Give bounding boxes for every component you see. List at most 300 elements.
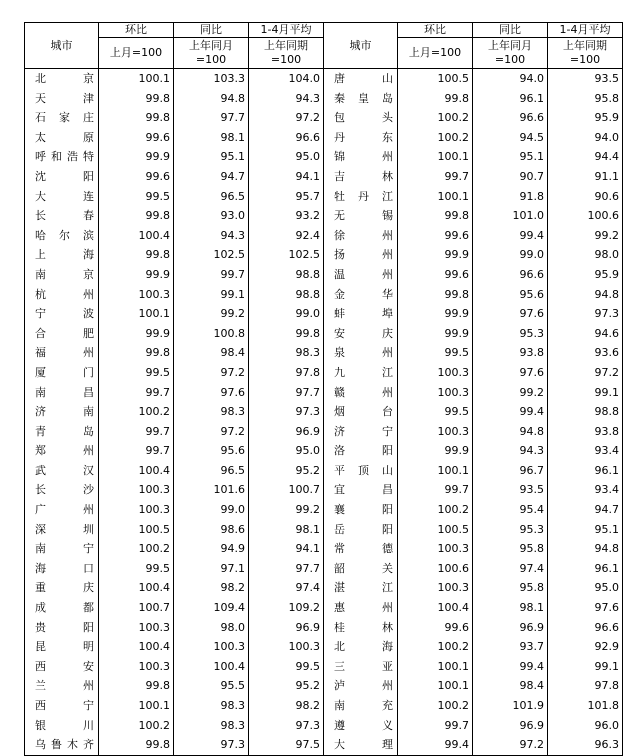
right-yoy-cell: 90.7 <box>473 167 548 187</box>
right-avg-cell: 99.1 <box>548 657 623 677</box>
left-city-cell: 济 南 <box>25 402 99 422</box>
right-city-cell: 惠 州 <box>324 598 398 618</box>
yoy-header-right: 同比 <box>473 23 548 38</box>
right-avg-cell: 98.8 <box>548 402 623 422</box>
left-yoy-cell: 98.4 <box>174 343 249 363</box>
right-city-cell: 湛 江 <box>324 578 398 598</box>
left-avg-cell: 95.0 <box>249 147 324 167</box>
right-mom-cell: 99.9 <box>398 245 473 265</box>
mom-header-right: 环比 <box>398 23 473 38</box>
left-yoy-cell: 95.6 <box>174 441 249 461</box>
left-mom-cell: 100.4 <box>99 637 174 657</box>
left-city-cell: 海 口 <box>25 559 99 579</box>
left-mom-cell: 100.1 <box>99 696 174 716</box>
left-mom-cell: 99.5 <box>99 559 174 579</box>
left-city-cell: 南 京 <box>25 265 99 285</box>
mom-header-left: 环比 <box>99 23 174 38</box>
left-yoy-cell: 95.1 <box>174 147 249 167</box>
left-mom-cell: 100.3 <box>99 500 174 520</box>
left-city-cell: 西 宁 <box>25 696 99 716</box>
table-row <box>25 108 623 128</box>
left-avg-cell: 100.7 <box>249 480 324 500</box>
right-avg-cell: 94.0 <box>548 128 623 148</box>
table-row <box>25 69 623 89</box>
table-row <box>25 716 623 736</box>
right-yoy-cell: 94.3 <box>473 441 548 461</box>
left-mom-cell: 99.9 <box>99 265 174 285</box>
right-city-cell: 韶 关 <box>324 559 398 579</box>
right-yoy-cell: 96.1 <box>473 89 548 109</box>
table-row <box>25 618 623 638</box>
right-yoy-cell: 98.1 <box>473 598 548 618</box>
left-city-cell: 福 州 <box>25 343 99 363</box>
right-mom-cell: 100.1 <box>398 657 473 677</box>
left-mom-cell: 99.8 <box>99 343 174 363</box>
right-mom-cell: 99.8 <box>398 89 473 109</box>
right-yoy-cell: 93.5 <box>473 480 548 500</box>
left-avg-cell: 94.1 <box>249 167 324 187</box>
right-mom-cell: 99.9 <box>398 304 473 324</box>
right-yoy-cell: 95.6 <box>473 285 548 305</box>
right-city-cell: 安 庆 <box>324 324 398 344</box>
left-city-cell: 合 肥 <box>25 324 99 344</box>
right-city-cell: 桂 林 <box>324 618 398 638</box>
right-avg-cell: 96.3 <box>548 735 623 755</box>
right-city-cell: 包 头 <box>324 108 398 128</box>
right-avg-cell: 95.8 <box>548 89 623 109</box>
right-yoy-cell: 93.7 <box>473 637 548 657</box>
table-row <box>25 539 623 559</box>
left-city-cell: 昆 明 <box>25 637 99 657</box>
right-city-cell: 牡丹江 <box>324 187 398 207</box>
left-mom-cell: 99.7 <box>99 383 174 403</box>
left-mom-cell: 99.8 <box>99 735 174 755</box>
left-avg-cell: 97.2 <box>249 108 324 128</box>
right-yoy-cell: 96.6 <box>473 265 548 285</box>
left-city-cell: 贵 阳 <box>25 618 99 638</box>
left-avg-cell: 96.6 <box>249 128 324 148</box>
left-mom-cell: 100.2 <box>99 402 174 422</box>
left-yoy-cell: 99.7 <box>174 265 249 285</box>
right-mom-cell: 99.6 <box>398 618 473 638</box>
right-yoy-cell: 95.3 <box>473 520 548 540</box>
left-avg-cell: 99.8 <box>249 324 324 344</box>
table-row <box>25 676 623 696</box>
left-yoy-cell: 97.1 <box>174 559 249 579</box>
table-row <box>25 500 623 520</box>
left-avg-cell: 95.2 <box>249 461 324 481</box>
right-city-cell: 徐 州 <box>324 226 398 246</box>
table-row <box>25 285 623 305</box>
left-city-cell: 南 昌 <box>25 383 99 403</box>
right-avg-cell: 98.0 <box>548 245 623 265</box>
right-city-cell: 扬 州 <box>324 245 398 265</box>
left-yoy-cell: 98.3 <box>174 402 249 422</box>
left-mom-cell: 100.3 <box>99 285 174 305</box>
left-avg-cell: 98.1 <box>249 520 324 540</box>
left-city-cell: 沈 阳 <box>25 167 99 187</box>
left-yoy-cell: 95.5 <box>174 676 249 696</box>
yoy-header-left: 同比 <box>174 23 249 38</box>
table-body <box>25 69 623 756</box>
right-yoy-cell: 96.9 <box>473 716 548 736</box>
left-mom-cell: 100.4 <box>99 461 174 481</box>
left-avg-cell: 98.8 <box>249 285 324 305</box>
left-yoy-cell: 94.9 <box>174 539 249 559</box>
left-avg-cell: 98.8 <box>249 265 324 285</box>
left-yoy-cell: 100.4 <box>174 657 249 677</box>
right-city-cell: 泸 州 <box>324 676 398 696</box>
table-row <box>25 696 623 716</box>
left-mom-cell: 100.1 <box>99 304 174 324</box>
city-header-left: 城市 <box>25 23 99 69</box>
left-city-cell: 宁 波 <box>25 304 99 324</box>
right-yoy-cell: 95.3 <box>473 324 548 344</box>
right-mom-cell: 100.1 <box>398 676 473 696</box>
left-yoy-cell: 109.4 <box>174 598 249 618</box>
left-avg-cell: 97.4 <box>249 578 324 598</box>
right-city-cell: 温 州 <box>324 265 398 285</box>
right-avg-cell: 94.4 <box>548 147 623 167</box>
right-yoy-cell: 96.6 <box>473 108 548 128</box>
left-city-cell: 长 沙 <box>25 480 99 500</box>
right-avg-cell: 97.8 <box>548 676 623 696</box>
right-avg-cell: 96.0 <box>548 716 623 736</box>
right-mom-cell: 100.2 <box>398 128 473 148</box>
right-avg-cell: 94.8 <box>548 539 623 559</box>
avg-base-left: 上年同期=100 <box>249 38 324 69</box>
table-row <box>25 324 623 344</box>
price-index-table <box>24 22 623 756</box>
right-city-cell: 无 锡 <box>324 206 398 226</box>
right-mom-cell: 99.7 <box>398 480 473 500</box>
right-avg-cell: 95.0 <box>548 578 623 598</box>
mom-base-left: 上月=100 <box>99 38 174 69</box>
left-yoy-cell: 94.3 <box>174 226 249 246</box>
left-yoy-cell: 93.0 <box>174 206 249 226</box>
table-row <box>25 402 623 422</box>
left-mom-cell: 99.7 <box>99 422 174 442</box>
right-yoy-cell: 101.9 <box>473 696 548 716</box>
right-yoy-cell: 99.4 <box>473 402 548 422</box>
left-city-cell: 哈尔滨 <box>25 226 99 246</box>
left-yoy-cell: 98.0 <box>174 618 249 638</box>
left-mom-cell: 100.4 <box>99 226 174 246</box>
right-avg-cell: 93.5 <box>548 69 623 89</box>
avg-header-right: 1-4月平均 <box>548 23 623 38</box>
left-city-cell: 太 原 <box>25 128 99 148</box>
left-mom-cell: 100.3 <box>99 618 174 638</box>
left-city-cell: 南 宁 <box>25 539 99 559</box>
left-avg-cell: 96.9 <box>249 422 324 442</box>
left-avg-cell: 94.3 <box>249 89 324 109</box>
left-yoy-cell: 102.5 <box>174 245 249 265</box>
left-yoy-cell: 97.3 <box>174 735 249 755</box>
right-mom-cell: 100.4 <box>398 598 473 618</box>
left-city-cell: 青 岛 <box>25 422 99 442</box>
right-city-cell: 吉 林 <box>324 167 398 187</box>
right-yoy-cell: 96.9 <box>473 618 548 638</box>
left-avg-cell: 97.5 <box>249 735 324 755</box>
right-mom-cell: 100.1 <box>398 461 473 481</box>
left-avg-cell: 99.0 <box>249 304 324 324</box>
left-mom-cell: 99.8 <box>99 676 174 696</box>
right-city-cell: 烟 台 <box>324 402 398 422</box>
right-yoy-cell: 97.2 <box>473 735 548 755</box>
right-avg-cell: 100.6 <box>548 206 623 226</box>
table-row <box>25 265 623 285</box>
yoy-base-left: 上年同月=100 <box>174 38 249 69</box>
avg-header-left: 1-4月平均 <box>249 23 324 38</box>
left-city-cell: 呼和浩特 <box>25 147 99 167</box>
left-city-cell: 深 圳 <box>25 520 99 540</box>
table-row <box>25 559 623 579</box>
left-yoy-cell: 99.1 <box>174 285 249 305</box>
right-avg-cell: 95.9 <box>548 265 623 285</box>
left-mom-cell: 99.5 <box>99 363 174 383</box>
left-mom-cell: 100.2 <box>99 716 174 736</box>
right-mom-cell: 100.5 <box>398 520 473 540</box>
left-city-cell: 石家庄 <box>25 108 99 128</box>
table-row <box>25 226 623 246</box>
left-city-cell: 杭 州 <box>25 285 99 305</box>
right-avg-cell: 99.2 <box>548 226 623 246</box>
left-city-cell: 重 庆 <box>25 578 99 598</box>
right-mom-cell: 100.3 <box>398 363 473 383</box>
right-avg-cell: 96.6 <box>548 618 623 638</box>
left-mom-cell: 99.6 <box>99 128 174 148</box>
left-yoy-cell: 98.2 <box>174 578 249 598</box>
right-avg-cell: 93.8 <box>548 422 623 442</box>
right-city-cell: 三 亚 <box>324 657 398 677</box>
right-city-cell: 九 江 <box>324 363 398 383</box>
right-city-cell: 丹 东 <box>324 128 398 148</box>
right-mom-cell: 100.1 <box>398 147 473 167</box>
right-city-cell: 济 宁 <box>324 422 398 442</box>
table-row <box>25 637 623 657</box>
right-city-cell: 秦皇岛 <box>324 89 398 109</box>
right-city-cell: 平顶山 <box>324 461 398 481</box>
table-row <box>25 89 623 109</box>
table-row <box>25 598 623 618</box>
left-city-cell: 大 连 <box>25 187 99 207</box>
left-avg-cell: 94.1 <box>249 539 324 559</box>
left-avg-cell: 93.2 <box>249 206 324 226</box>
left-city-cell: 北 京 <box>25 69 99 89</box>
table-row <box>25 735 623 755</box>
right-avg-cell: 93.4 <box>548 441 623 461</box>
right-yoy-cell: 95.8 <box>473 539 548 559</box>
left-mom-cell: 100.3 <box>99 480 174 500</box>
right-yoy-cell: 95.4 <box>473 500 548 520</box>
left-mom-cell: 99.6 <box>99 167 174 187</box>
right-avg-cell: 96.1 <box>548 461 623 481</box>
right-yoy-cell: 101.0 <box>473 206 548 226</box>
right-mom-cell: 99.8 <box>398 285 473 305</box>
right-avg-cell: 95.9 <box>548 108 623 128</box>
left-mom-cell: 100.4 <box>99 578 174 598</box>
left-avg-cell: 97.7 <box>249 383 324 403</box>
table-row <box>25 245 623 265</box>
right-city-cell: 南 充 <box>324 696 398 716</box>
left-mom-cell: 100.2 <box>99 539 174 559</box>
right-city-cell: 北 海 <box>324 637 398 657</box>
right-mom-cell: 99.7 <box>398 716 473 736</box>
table-row <box>25 383 623 403</box>
right-mom-cell: 100.1 <box>398 187 473 207</box>
right-yoy-cell: 97.6 <box>473 363 548 383</box>
left-city-cell: 长 春 <box>25 206 99 226</box>
left-mom-cell: 99.5 <box>99 187 174 207</box>
right-avg-cell: 96.1 <box>548 559 623 579</box>
left-city-cell: 广 州 <box>25 500 99 520</box>
right-city-cell: 赣 州 <box>324 383 398 403</box>
right-yoy-cell: 99.2 <box>473 383 548 403</box>
left-avg-cell: 99.5 <box>249 657 324 677</box>
right-avg-cell: 99.1 <box>548 383 623 403</box>
right-yoy-cell: 91.8 <box>473 187 548 207</box>
right-city-cell: 大 理 <box>324 735 398 755</box>
right-yoy-cell: 96.7 <box>473 461 548 481</box>
table-row <box>25 657 623 677</box>
left-mom-cell: 99.8 <box>99 245 174 265</box>
left-city-cell: 银 川 <box>25 716 99 736</box>
right-yoy-cell: 99.4 <box>473 226 548 246</box>
left-city-cell: 上 海 <box>25 245 99 265</box>
right-mom-cell: 100.2 <box>398 696 473 716</box>
right-city-cell: 洛 阳 <box>324 441 398 461</box>
table-row <box>25 578 623 598</box>
left-avg-cell: 102.5 <box>249 245 324 265</box>
left-avg-cell: 99.2 <box>249 500 324 520</box>
right-mom-cell: 99.8 <box>398 206 473 226</box>
right-mom-cell: 99.6 <box>398 226 473 246</box>
right-yoy-cell: 94.8 <box>473 422 548 442</box>
right-mom-cell: 99.6 <box>398 265 473 285</box>
right-avg-cell: 97.3 <box>548 304 623 324</box>
table-row <box>25 187 623 207</box>
right-city-cell: 襄 阳 <box>324 500 398 520</box>
left-yoy-cell: 97.2 <box>174 422 249 442</box>
right-mom-cell: 99.7 <box>398 167 473 187</box>
left-mom-cell: 100.5 <box>99 520 174 540</box>
right-yoy-cell: 95.8 <box>473 578 548 598</box>
left-yoy-cell: 98.1 <box>174 128 249 148</box>
table-row <box>25 128 623 148</box>
left-avg-cell: 97.8 <box>249 363 324 383</box>
table-row <box>25 147 623 167</box>
left-yoy-cell: 94.7 <box>174 167 249 187</box>
left-yoy-cell: 101.6 <box>174 480 249 500</box>
table-row <box>25 441 623 461</box>
left-yoy-cell: 97.6 <box>174 383 249 403</box>
mom-base-right: 上月=100 <box>398 38 473 69</box>
right-yoy-cell: 97.6 <box>473 304 548 324</box>
right-mom-cell: 100.2 <box>398 500 473 520</box>
left-avg-cell: 97.3 <box>249 716 324 736</box>
right-city-cell: 唐 山 <box>324 69 398 89</box>
right-mom-cell: 100.6 <box>398 559 473 579</box>
left-mom-cell: 99.8 <box>99 108 174 128</box>
left-yoy-cell: 99.2 <box>174 304 249 324</box>
table-row <box>25 304 623 324</box>
right-avg-cell: 92.9 <box>548 637 623 657</box>
table-row <box>25 167 623 187</box>
left-yoy-cell: 94.8 <box>174 89 249 109</box>
right-city-cell: 宜 昌 <box>324 480 398 500</box>
left-avg-cell: 98.2 <box>249 696 324 716</box>
left-mom-cell: 99.8 <box>99 89 174 109</box>
left-city-cell: 乌鲁木齐 <box>25 735 99 755</box>
left-city-cell: 厦 门 <box>25 363 99 383</box>
right-avg-cell: 97.6 <box>548 598 623 618</box>
left-yoy-cell: 97.7 <box>174 108 249 128</box>
left-yoy-cell: 100.8 <box>174 324 249 344</box>
right-city-cell: 泉 州 <box>324 343 398 363</box>
left-mom-cell: 99.9 <box>99 147 174 167</box>
table-row <box>25 206 623 226</box>
left-avg-cell: 95.2 <box>249 676 324 696</box>
left-yoy-cell: 100.3 <box>174 637 249 657</box>
right-mom-cell: 100.2 <box>398 637 473 657</box>
right-city-cell: 常 德 <box>324 539 398 559</box>
right-mom-cell: 100.2 <box>398 108 473 128</box>
right-avg-cell: 95.1 <box>548 520 623 540</box>
table-row <box>25 422 623 442</box>
left-mom-cell: 99.8 <box>99 206 174 226</box>
city-header-right: 城市 <box>324 23 398 69</box>
right-avg-cell: 101.8 <box>548 696 623 716</box>
left-avg-cell: 100.3 <box>249 637 324 657</box>
table-row <box>25 363 623 383</box>
right-yoy-cell: 93.8 <box>473 343 548 363</box>
left-avg-cell: 104.0 <box>249 69 324 89</box>
right-mom-cell: 99.5 <box>398 402 473 422</box>
left-avg-cell: 95.7 <box>249 187 324 207</box>
left-avg-cell: 98.3 <box>249 343 324 363</box>
right-avg-cell: 97.2 <box>548 363 623 383</box>
right-yoy-cell: 94.5 <box>473 128 548 148</box>
left-mom-cell: 100.1 <box>99 69 174 89</box>
left-avg-cell: 97.3 <box>249 402 324 422</box>
right-mom-cell: 99.4 <box>398 735 473 755</box>
right-avg-cell: 91.1 <box>548 167 623 187</box>
right-yoy-cell: 94.0 <box>473 69 548 89</box>
left-city-cell: 天 津 <box>25 89 99 109</box>
right-city-cell: 蚌 埠 <box>324 304 398 324</box>
right-yoy-cell: 95.1 <box>473 147 548 167</box>
left-yoy-cell: 97.2 <box>174 363 249 383</box>
left-mom-cell: 100.3 <box>99 657 174 677</box>
left-city-cell: 西 安 <box>25 657 99 677</box>
left-city-cell: 兰 州 <box>25 676 99 696</box>
right-yoy-cell: 98.4 <box>473 676 548 696</box>
left-mom-cell: 99.9 <box>99 324 174 344</box>
right-city-cell: 岳 阳 <box>324 520 398 540</box>
right-avg-cell: 94.8 <box>548 285 623 305</box>
right-city-cell: 遵 义 <box>324 716 398 736</box>
right-mom-cell: 100.3 <box>398 422 473 442</box>
right-yoy-cell: 97.4 <box>473 559 548 579</box>
right-yoy-cell: 99.0 <box>473 245 548 265</box>
left-mom-cell: 100.7 <box>99 598 174 618</box>
left-yoy-cell: 98.3 <box>174 716 249 736</box>
left-avg-cell: 96.9 <box>249 618 324 638</box>
right-mom-cell: 99.9 <box>398 441 473 461</box>
table-row <box>25 461 623 481</box>
table-row <box>25 343 623 363</box>
left-yoy-cell: 96.5 <box>174 461 249 481</box>
